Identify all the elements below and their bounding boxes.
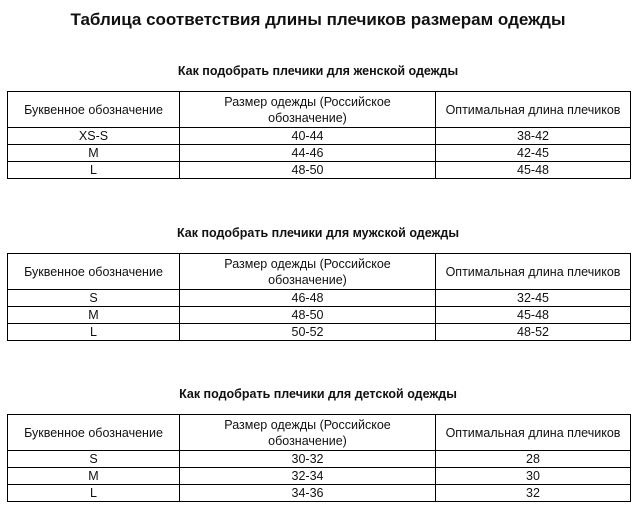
cell-size: 32-34 bbox=[180, 468, 436, 485]
cell-size: 46-48 bbox=[180, 290, 436, 307]
cell-size: 34-36 bbox=[180, 485, 436, 502]
cell-size: 44-46 bbox=[180, 145, 436, 162]
size-table-women bbox=[7, 91, 631, 179]
table-row bbox=[8, 128, 631, 145]
table-row bbox=[8, 162, 631, 179]
table-row bbox=[8, 324, 631, 341]
header-size: Размер одежды (Российское обозначение) bbox=[180, 254, 436, 290]
size-table-children bbox=[7, 414, 631, 502]
header-length: Оптимальная длина плечиков bbox=[436, 254, 631, 290]
cell-letter: S bbox=[8, 290, 180, 307]
header-letter: Буквенное обозначение bbox=[8, 415, 180, 451]
header-length: Оптимальная длина плечиков bbox=[436, 92, 631, 128]
section-title-children: Как подобрать плечики для детской одежды bbox=[179, 387, 457, 401]
table-header-row bbox=[8, 415, 631, 451]
table-row bbox=[8, 307, 631, 324]
header-letter: Буквенное обозначение bbox=[8, 92, 180, 128]
cell-size: 48-50 bbox=[180, 307, 436, 324]
cell-letter: L bbox=[8, 485, 180, 502]
table-row bbox=[8, 485, 631, 502]
cell-letter: L bbox=[8, 324, 180, 341]
cell-length: 38-42 bbox=[436, 128, 631, 145]
cell-size: 30-32 bbox=[180, 451, 436, 468]
header-length: Оптимальная длина плечиков bbox=[436, 415, 631, 451]
section-title-women: Как подобрать плечики для женской одежды bbox=[177, 64, 459, 78]
cell-letter: M bbox=[8, 145, 180, 162]
cell-letter: M bbox=[8, 307, 180, 324]
cell-length: 30 bbox=[436, 468, 631, 485]
cell-length: 28 bbox=[436, 451, 631, 468]
table-header-row bbox=[8, 92, 631, 128]
header-size: Размер одежды (Российское обозначение) bbox=[180, 415, 436, 451]
page-title: Таблица соответствия длины плечиков размерам одежды bbox=[70, 10, 566, 29]
cell-size: 40-44 bbox=[180, 128, 436, 145]
table-row bbox=[8, 451, 631, 468]
cell-length: 42-45 bbox=[436, 145, 631, 162]
cell-size: 48-50 bbox=[180, 162, 436, 179]
header-letter: Буквенное обозначение bbox=[8, 254, 180, 290]
table-header-row bbox=[8, 254, 631, 290]
cell-length: 48-52 bbox=[436, 324, 631, 341]
cell-length: 32 bbox=[436, 485, 631, 502]
cell-letter: M bbox=[8, 468, 180, 485]
cell-length: 32-45 bbox=[436, 290, 631, 307]
table-row bbox=[8, 290, 631, 307]
cell-letter: L bbox=[8, 162, 180, 179]
section-title-men: Как подобрать плечики для мужской одежды bbox=[177, 226, 459, 240]
cell-letter: XS-S bbox=[8, 128, 180, 145]
size-table-men bbox=[7, 253, 631, 341]
cell-length: 45-48 bbox=[436, 307, 631, 324]
table-row bbox=[8, 145, 631, 162]
header-size: Размер одежды (Российское обозначение) bbox=[180, 92, 436, 128]
cell-size: 50-52 bbox=[180, 324, 436, 341]
table-row bbox=[8, 468, 631, 485]
cell-length: 45-48 bbox=[436, 162, 631, 179]
cell-letter: S bbox=[8, 451, 180, 468]
